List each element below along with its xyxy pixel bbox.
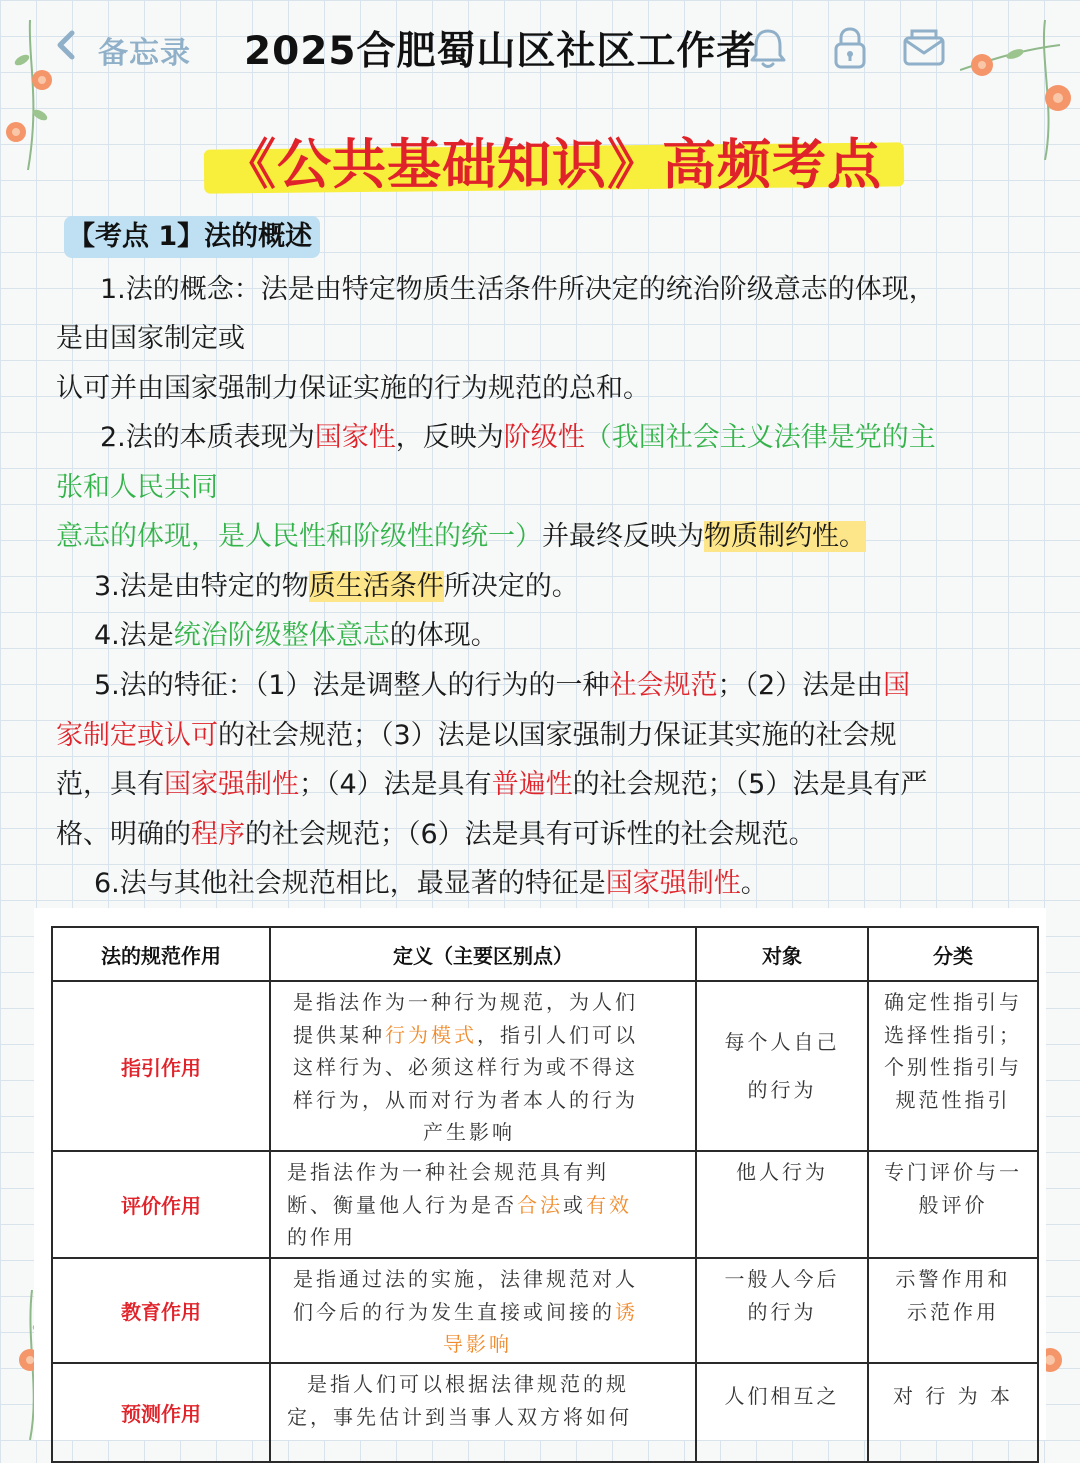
text: 对 行 为 本 bbox=[892, 1384, 1014, 1408]
text: 每个人自己 bbox=[724, 1029, 840, 1054]
paragraph-3 bbox=[94, 562, 579, 612]
function-name: 评价作用 bbox=[52, 1151, 270, 1258]
function-name: 教育作用 bbox=[52, 1258, 270, 1363]
function-object bbox=[696, 981, 868, 1151]
function-definition bbox=[270, 1363, 696, 1462]
text: 选择性指引； bbox=[884, 1022, 1022, 1047]
keyword-red: 国 bbox=[883, 670, 911, 701]
keyword-red: 国家强制性 bbox=[164, 769, 299, 800]
text: 的行为 bbox=[747, 1299, 817, 1324]
table-row bbox=[52, 1258, 1038, 1363]
table-row bbox=[52, 1151, 1038, 1258]
keyword-orange: 有效 bbox=[586, 1192, 632, 1217]
text: 5.法的特征：（1）法是调整人的行为的一种 bbox=[94, 670, 610, 701]
text: 的作用 bbox=[287, 1225, 356, 1249]
paragraph-1-line-3: 认可并由国家强制力保证实施的行为规范的总和。 bbox=[56, 373, 650, 404]
text: 6.法与其他社会规范相比，最显著的特征是 bbox=[94, 868, 606, 899]
keyword-orange: 诱 bbox=[615, 1299, 638, 1324]
function-definition bbox=[270, 1258, 696, 1363]
function-object bbox=[696, 1258, 868, 1363]
function-category bbox=[868, 981, 1038, 1151]
function-object bbox=[696, 1363, 868, 1462]
text: 的体现。 bbox=[389, 620, 498, 651]
text: 个别性指引与 bbox=[884, 1055, 1022, 1079]
table-card bbox=[34, 908, 1046, 1440]
text: 的行为 bbox=[747, 1077, 817, 1102]
text: 定，事先估计到当事人双方将如何 bbox=[287, 1404, 632, 1429]
text: 示范作用 bbox=[907, 1299, 999, 1324]
text: 是指通过法的实施，法律规范对人 bbox=[293, 1267, 638, 1291]
text: 。 bbox=[740, 868, 768, 899]
keyword-red: 国家性 bbox=[314, 422, 396, 453]
table-header-row bbox=[52, 927, 1038, 981]
paragraph-1-line-2: 是由国家制定或 bbox=[56, 323, 245, 354]
text: 3.法是由特定的物 bbox=[94, 571, 309, 602]
flower-decoration-top-left bbox=[0, 20, 70, 170]
text: ；（4）法是具有 bbox=[299, 769, 492, 800]
text: 的社会规范；（5）法是具有严 bbox=[572, 769, 928, 800]
headline-block bbox=[196, 122, 908, 194]
keyword-red: 家制定或认可 bbox=[56, 720, 218, 751]
function-category bbox=[868, 1363, 1038, 1462]
function-category bbox=[868, 1151, 1038, 1258]
text: 是指法作为一种行为规范，为人们 bbox=[293, 990, 638, 1014]
header-definition: 定义（主要区别点） bbox=[270, 927, 696, 981]
text: 这样行为、必须这样行为或不得这 bbox=[293, 1055, 638, 1079]
flower-decoration-top-right bbox=[960, 20, 1080, 160]
keyword-red: 国家强制性 bbox=[605, 868, 741, 899]
paragraph-6 bbox=[94, 859, 768, 909]
text: 样行为，从而对行为者本人的行为 bbox=[293, 1087, 638, 1112]
text: 2.法的本质表现为 bbox=[100, 422, 315, 453]
text: 的社会规范；（6）法是具有可诉性的社会规范。 bbox=[245, 819, 816, 850]
text: 规范性指引 bbox=[895, 1087, 1011, 1112]
text: 确定性指引与 bbox=[884, 990, 1022, 1014]
table-row bbox=[52, 981, 1038, 1151]
text: 们今后的行为发生直接或间接的 bbox=[293, 1299, 615, 1324]
function-name: 指引作用 bbox=[52, 981, 270, 1151]
top-bar bbox=[0, 0, 1080, 90]
keyword-highlight: 质生活条件 bbox=[308, 571, 444, 602]
paragraph-2-line-3 bbox=[56, 512, 866, 562]
keyword-green: 统治阶级整体意志 bbox=[173, 620, 390, 651]
header-function: 法的规范作用 bbox=[52, 927, 270, 981]
keyword-green: （我国社会主义法律是党的主 bbox=[584, 422, 936, 453]
header-object: 对象 bbox=[696, 927, 868, 981]
paragraph-5-line-4 bbox=[56, 810, 816, 860]
table-row bbox=[52, 1363, 1038, 1462]
text: 提供某种 bbox=[293, 1022, 385, 1047]
text: 的社会规范；（3）法是以国家强制力保证其实施的社会规 bbox=[218, 720, 897, 751]
section-tag: 【考点 1】法的概述 bbox=[64, 216, 320, 258]
text: 专门评价与一 bbox=[884, 1160, 1022, 1184]
back-label[interactable]: 备忘录 bbox=[98, 36, 191, 71]
text: ；（2）法是由 bbox=[717, 670, 884, 701]
text: 。 bbox=[839, 521, 866, 552]
text: 格、明确的 bbox=[56, 819, 191, 850]
function-object bbox=[696, 1151, 868, 1258]
keyword-red: 阶级性 bbox=[503, 422, 585, 453]
text: ，指引人们可以 bbox=[477, 1022, 638, 1047]
keyword-orange: 导影响 bbox=[443, 1332, 512, 1356]
text: 是指人们可以根据法律规范的规 bbox=[307, 1372, 629, 1396]
text: 所决定的。 bbox=[443, 571, 579, 602]
text: 般评价 bbox=[918, 1192, 988, 1217]
keyword-red: 程序 bbox=[191, 819, 245, 850]
text: 他人行为 bbox=[736, 1160, 828, 1184]
text: 是指法作为一种社会规范具有判 bbox=[287, 1160, 609, 1184]
text: 或 bbox=[563, 1192, 586, 1217]
document-title: 2025合肥蜀山区社区工作者 bbox=[244, 29, 757, 74]
keyword-green: 意志的体现，是人民性和阶级性的统一） bbox=[56, 521, 542, 552]
paragraph-4 bbox=[94, 611, 498, 661]
paragraph-1-line-1: 1.法的概念：法是由特定物质生活条件所决定的统治阶级意志的体现， bbox=[100, 274, 936, 305]
law-function-table bbox=[51, 926, 1039, 1463]
text: 并最终反映为 bbox=[542, 521, 704, 552]
text: 范，具有 bbox=[56, 769, 164, 800]
paragraph-2-line-1 bbox=[100, 413, 936, 463]
keyword-highlight: 物质制约性 bbox=[704, 521, 839, 552]
paragraph-2-line-2: 张和人民共同 bbox=[56, 472, 218, 503]
function-definition bbox=[270, 1151, 696, 1258]
function-definition bbox=[270, 981, 696, 1151]
function-category bbox=[868, 1258, 1038, 1363]
text: 一般人今后 bbox=[724, 1267, 840, 1291]
text: 产生影响 bbox=[423, 1120, 515, 1144]
keyword-red: 普遍性 bbox=[491, 769, 573, 800]
text: 示警作用和 bbox=[895, 1267, 1011, 1291]
paragraph-5-line-3 bbox=[56, 760, 927, 810]
function-name: 预测作用 bbox=[52, 1363, 270, 1462]
paragraph-5-line-2 bbox=[56, 711, 897, 761]
text: 4.法是 bbox=[94, 620, 174, 651]
lock-icon[interactable] bbox=[830, 26, 870, 70]
header-category: 分类 bbox=[868, 927, 1038, 981]
text: ，反映为 bbox=[395, 422, 504, 453]
keyword-orange: 行为模式 bbox=[385, 1022, 477, 1047]
headline: 《公共基础知识》高频考点 bbox=[222, 133, 882, 196]
keyword-red: 社会规范 bbox=[609, 670, 718, 701]
bell-icon[interactable] bbox=[748, 26, 788, 70]
text: 断、衡量他人行为是否 bbox=[287, 1192, 517, 1217]
keyword-orange: 合法 bbox=[517, 1192, 563, 1217]
text: 人们相互之 bbox=[724, 1384, 840, 1408]
mail-icon[interactable] bbox=[902, 26, 946, 70]
paragraph-5-line-1 bbox=[94, 661, 910, 711]
